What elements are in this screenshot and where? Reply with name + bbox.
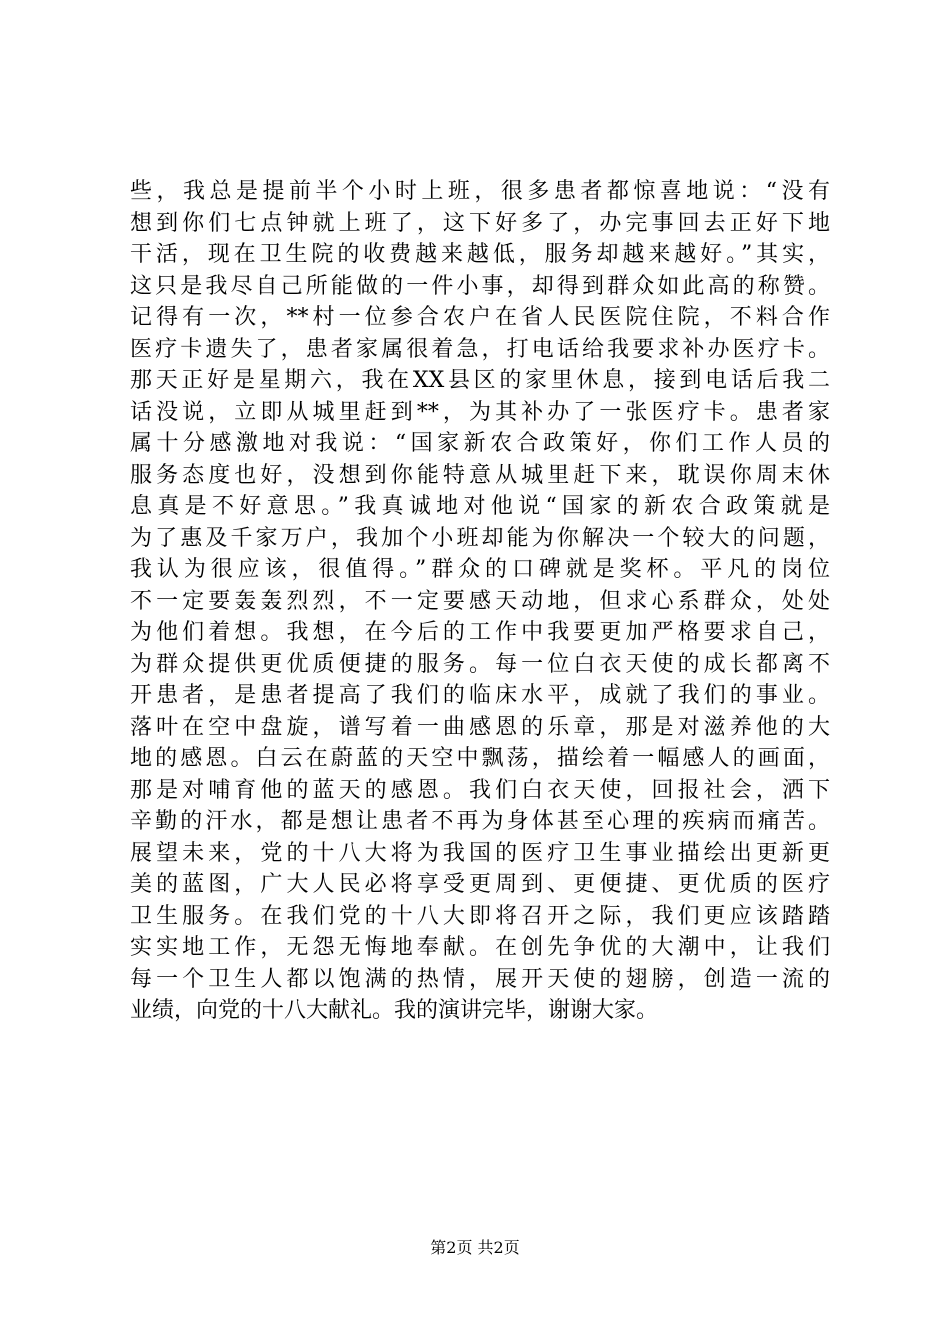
text-line: 这只是我尽自己所能做的一件小事，却得到群众如此高的称赞。 [130,273,830,299]
text-line: 属十分感激地对我说：“国家新农合政策好，你们工作人员的 [130,431,830,456]
speech-body-text [130,176,830,1027]
text-line: 想到你们七点钟就上班了，这下好多了，办完事回去正好下地 [130,210,830,236]
text-line: 干活，现在卫生院的收费越来越低，服务却越来越好。”其实， [130,242,830,267]
text-line: 些，我总是提前半个小时上班，很多患者都惊喜地说：“没有 [130,179,830,204]
text-line: 业绩，向党的十八大献礼。我的演讲完毕，谢谢大家。 [130,998,659,1023]
text-line: 美的蓝图，广大人民必将享受更周到、更便捷、更优质的医疗 [130,872,830,897]
text-line: 为群众提供更优质便捷的服务。每一位白衣天使的成长都离不 [130,651,830,677]
text-line: 那是对哺育他的蓝天的感恩。我们白衣天使，回报社会，洒下 [130,777,830,803]
text-line: 辛勤的汗水，都是想让患者不再为身体甚至心理的疾病而痛苦。 [130,809,830,834]
text-line: 展望未来，党的十八大将为我国的医疗卫生事业描绘出更新更 [130,840,830,866]
text-line: 为他们着想。我想，在今后的工作中我要更加严格要求自己， [130,620,830,645]
text-line: 实实地工作，无怨无悔地奉献。在创先争优的大潮中，让我们 [130,935,830,960]
text-line: 服务态度也好，没想到你能特意从城里赶下来，耽误你周末休 [130,462,830,488]
text-line: 话没说，立即从城里赶到**，为其补办了一张医疗卡。患者家 [130,399,830,425]
text-line: 为了惠及千家万户，我加个小班却能为你解决一个较大的问题， [130,525,830,551]
text-line: 不一定要轰轰烈烈，不一定要感天动地，但求心系群众，处处 [130,588,830,614]
text-line: 息真是不好意思。”我真诚地对他说“国家的新农合政策就是 [130,494,830,519]
text-line: 每一个卫生人都以饱满的热情，展开天使的翅膀，创造一流的 [130,966,830,992]
text-line: 那天正好是星期六，我在XX县区的家里休息，接到电话后我二 [130,368,830,393]
text-line: 落叶在空中盘旋，谱写着一曲感恩的乐章，那是对滋养他的大 [130,714,830,740]
text-line: 医疗卡遗失了，患者家属很着急，打电话给我要求补办医疗卡。 [130,336,830,362]
page-number-footer: 第2页 共2页 [430,1238,520,1257]
text-line: 我认为很应该，很值得。”群众的口碑就是奖杯。平凡的岗位 [130,557,830,582]
text-line: 开患者，是患者提高了我们的临床水平，成就了我们的事业。 [130,683,830,708]
text-line: 记得有一次，**村一位参合农户在省人民医院住院，不料合作 [130,305,830,330]
text-line: 卫生服务。在我们党的十八大即将召开之际，我们更应该踏踏 [130,903,830,929]
text-line: 地的感恩。白云在蔚蓝的天空中飘荡，描绘着一幅感人的画面， [130,746,830,771]
